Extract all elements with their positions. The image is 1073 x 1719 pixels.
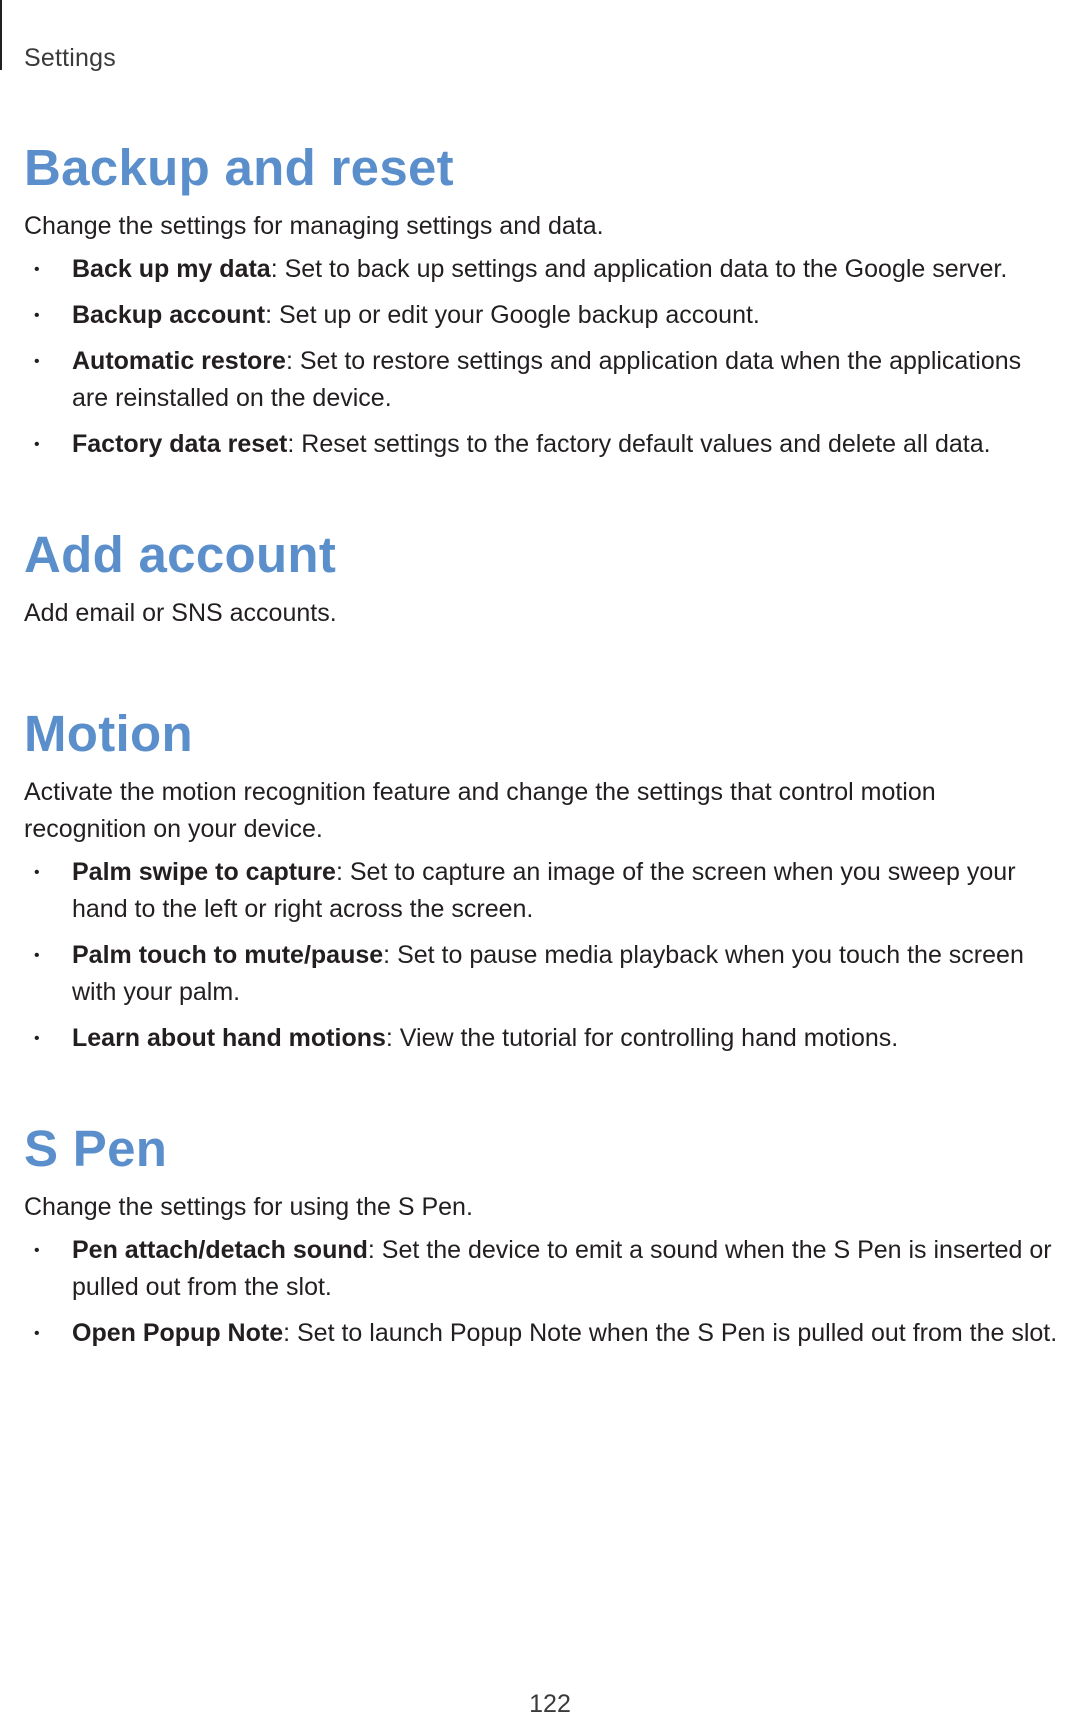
bullet-text: : Set to pause media playback when you touch the screen with your palm. <box>72 941 1024 1006</box>
bullet-term: Automatic restore <box>72 347 286 375</box>
bullet-icon: • <box>34 1242 40 1259</box>
bullet-text: : View the tutorial for controlling hand motions. <box>385 1024 899 1052</box>
running-header: Settings <box>24 44 116 72</box>
list-item <box>24 1315 1064 1352</box>
section-description: Change the settings for using the S Pen. <box>24 1193 473 1221</box>
section-description: Add email or SNS accounts. <box>24 599 337 627</box>
bullet-text: : Reset settings to the factory default values and delete all data. <box>287 430 991 458</box>
page-content <box>24 136 1064 1361</box>
section-backup-and-reset <box>24 136 1064 463</box>
page-corner-mark <box>0 0 2 70</box>
page-number: 122 <box>529 1690 571 1718</box>
bullet-text: : Set the device to emit a sound when the S Pen is inserted or pulled out from the slot. <box>72 1236 1052 1301</box>
bullet-list <box>24 1232 1064 1352</box>
bullet-icon: • <box>34 261 40 278</box>
bullet-icon: • <box>34 436 40 453</box>
bullet-icon: • <box>34 307 40 324</box>
bullet-text: : Set to capture an image of the screen when you sweep your hand to the left or right across the screen. <box>72 858 1016 923</box>
bullet-text: : Set to restore settings and application data when the applications are reinstalled on the device. <box>72 347 1022 412</box>
bullet-list <box>24 854 1064 1057</box>
bullet-term: Back up my data <box>72 255 271 283</box>
bullet-icon: • <box>34 1325 40 1342</box>
bullet-term: Factory data reset <box>72 430 288 458</box>
section-description: Change the settings for managing settings and data. <box>24 212 604 240</box>
section-title: S Pen <box>24 1120 168 1177</box>
bullet-term: Learn about hand motions <box>72 1024 386 1052</box>
section-s-pen <box>24 1117 1064 1352</box>
bullet-icon: • <box>34 353 40 370</box>
bullet-list <box>24 251 1064 463</box>
bullet-text: : Set up or edit your Google backup account. <box>265 301 760 329</box>
section-title: Motion <box>24 705 193 762</box>
list-item <box>24 937 1064 1011</box>
list-item <box>24 343 1064 417</box>
bullet-icon: • <box>34 1030 40 1047</box>
bullet-term: Palm touch to mute/pause <box>72 941 384 969</box>
list-item <box>24 426 1064 463</box>
bullet-icon: • <box>34 864 40 881</box>
section-add-account <box>24 523 1064 632</box>
bullet-text: : Set to back up settings and application data to the Google server. <box>270 255 1008 283</box>
bullet-text: : Set to launch Popup Note when the S Pen is pulled out from the slot. <box>283 1319 1058 1347</box>
list-item <box>24 251 1064 288</box>
section-description: Activate the motion recognition feature and change the settings that control motion recognition on your device. <box>24 778 936 843</box>
section-motion <box>24 702 1064 1057</box>
list-item <box>24 1020 1064 1057</box>
section-title: Add account <box>24 526 337 583</box>
bullet-term: Open Popup Note <box>72 1319 284 1347</box>
bullet-icon: • <box>34 947 40 964</box>
list-item <box>24 1232 1064 1306</box>
bullet-term: Palm swipe to capture <box>72 858 336 886</box>
bullet-term: Backup account <box>72 301 266 329</box>
bullet-term: Pen attach/detach sound <box>72 1236 368 1264</box>
list-item <box>24 854 1064 928</box>
list-item <box>24 297 1064 334</box>
section-title: Backup and reset <box>24 139 454 196</box>
